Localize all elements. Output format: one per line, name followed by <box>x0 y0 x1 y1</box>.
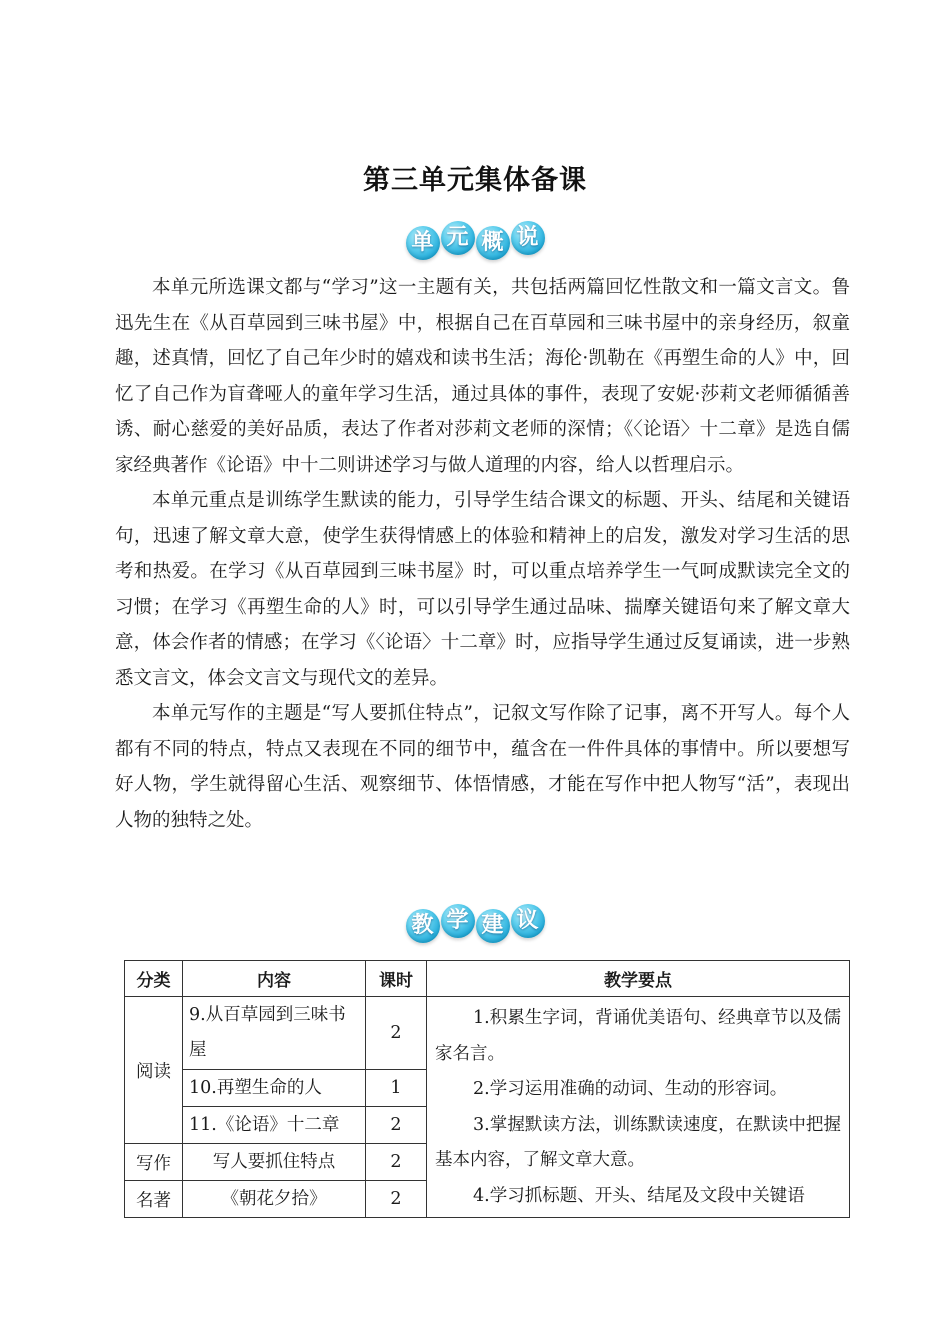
heading-char-bubble: 元 <box>441 221 475 255</box>
header-content: 内容 <box>183 961 366 997</box>
table-row <box>125 997 850 1070</box>
section-heading-teaching-suggestions <box>0 903 950 945</box>
hours-cell: 1 <box>366 1070 427 1107</box>
overview-paragraph: 本单元写作的主题是“写人要抓住特点”，记叙文写作除了记事，离不开写人。每个人都有不同的特点，特点又表现在不同的细节中，蕴含在一件件具体的事情中。所以要想写好人物，学生就得留心生活、观察细节、体悟情感，才能在写作中把人物写“活”，表现出人物的独特之处。 <box>115 703 850 831</box>
content-cell: 《朝花夕拾》 <box>183 1181 366 1218</box>
table-header-row <box>125 961 850 997</box>
category-cell: 写作 <box>125 1144 183 1181</box>
content-cell: 9.从百草园到三味书屋 <box>183 997 366 1070</box>
hours-cell: 2 <box>366 1181 427 1218</box>
category-cell: 名著 <box>125 1181 183 1218</box>
section-heading-unit-overview <box>0 220 950 262</box>
teaching-point: 1.积累生字词，背诵优美语句、经典章节以及儒家名言。 <box>435 1008 841 1064</box>
content-cell: 11.《论语》十二章 <box>183 1107 366 1144</box>
teaching-plan-table <box>124 960 850 1218</box>
content-cell: 写人要抓住特点 <box>183 1144 366 1181</box>
heading-char-bubble: 议 <box>511 904 545 938</box>
overview-paragraph: 本单元重点是训练学生默读的能力，引导学生结合课文的标题、开头、结尾和关键语句，迅速了解文章大意，使学生获得情感上的体验和精神上的启发，激发对学习生活的思考和热爱。在学习《从百草园到三味书屋》时，可以重点培养学生一气呵成默读完全文的习惯；在学习《再塑生命的人》时，可以引导学生通过品味、揣摩关键语句来了解文章大意，体会作者的情感；在学习《〈论语〉十二章》时，应指导学生通过反复诵读，进一步熟悉文言文，体会文言文与现代文的差异。 <box>115 490 850 689</box>
header-points: 教学要点 <box>427 961 850 997</box>
hours-cell: 2 <box>366 1144 427 1181</box>
teaching-point: 3.掌握默读方法，训练默读速度，在默读中把握基本内容，了解文章大意。 <box>435 1114 841 1170</box>
hours-cell: 2 <box>366 1107 427 1144</box>
overview-paragraph: 本单元所选课文都与“学习”这一主题有关，共包括两篇回忆性散文和一篇文言文。鲁迅先生在《从百草园到三味书屋》中，根据自己在百草园和三味书屋中的亲身经历，叙童趣，述真情，回忆了自己年少时的嬉戏和读书生活；海伦·凯勒在《再塑生命的人》中，回忆了自己作为盲聋哑人的童年学习生活，通过具体的事件，表现了安妮·莎莉文老师循循善诱、耐心慈爱的美好品质，表达了作者对莎莉文老师的深情；《〈论语〉十二章》是选自儒家经典著作《论语》中十二则讲述学习与做人道理的内容，给人以哲理启示。 <box>115 277 850 476</box>
content-cell: 10.再塑生命的人 <box>183 1070 366 1107</box>
header-category: 分类 <box>125 961 183 997</box>
page-title: 第三单元集体备课 <box>363 165 587 196</box>
category-cell: 阅读 <box>125 997 183 1144</box>
heading-char-bubble: 学 <box>441 904 475 938</box>
header-hours: 课时 <box>366 961 427 997</box>
overview-body <box>115 270 850 838</box>
heading-char-bubble: 教 <box>406 909 440 943</box>
teaching-points-cell <box>427 997 850 1218</box>
teaching-point: 2.学习运用准确的动词、生动的形容词。 <box>473 1079 788 1099</box>
teaching-point: 4.学习抓标题、开头、结尾及文段中关键语 <box>473 1185 805 1206</box>
hours-cell: 2 <box>366 997 427 1070</box>
heading-char-bubble: 单 <box>406 226 440 260</box>
heading-char-bubble: 概 <box>476 226 510 260</box>
heading-char-bubble: 说 <box>511 221 545 255</box>
heading-char-bubble: 建 <box>476 909 510 943</box>
